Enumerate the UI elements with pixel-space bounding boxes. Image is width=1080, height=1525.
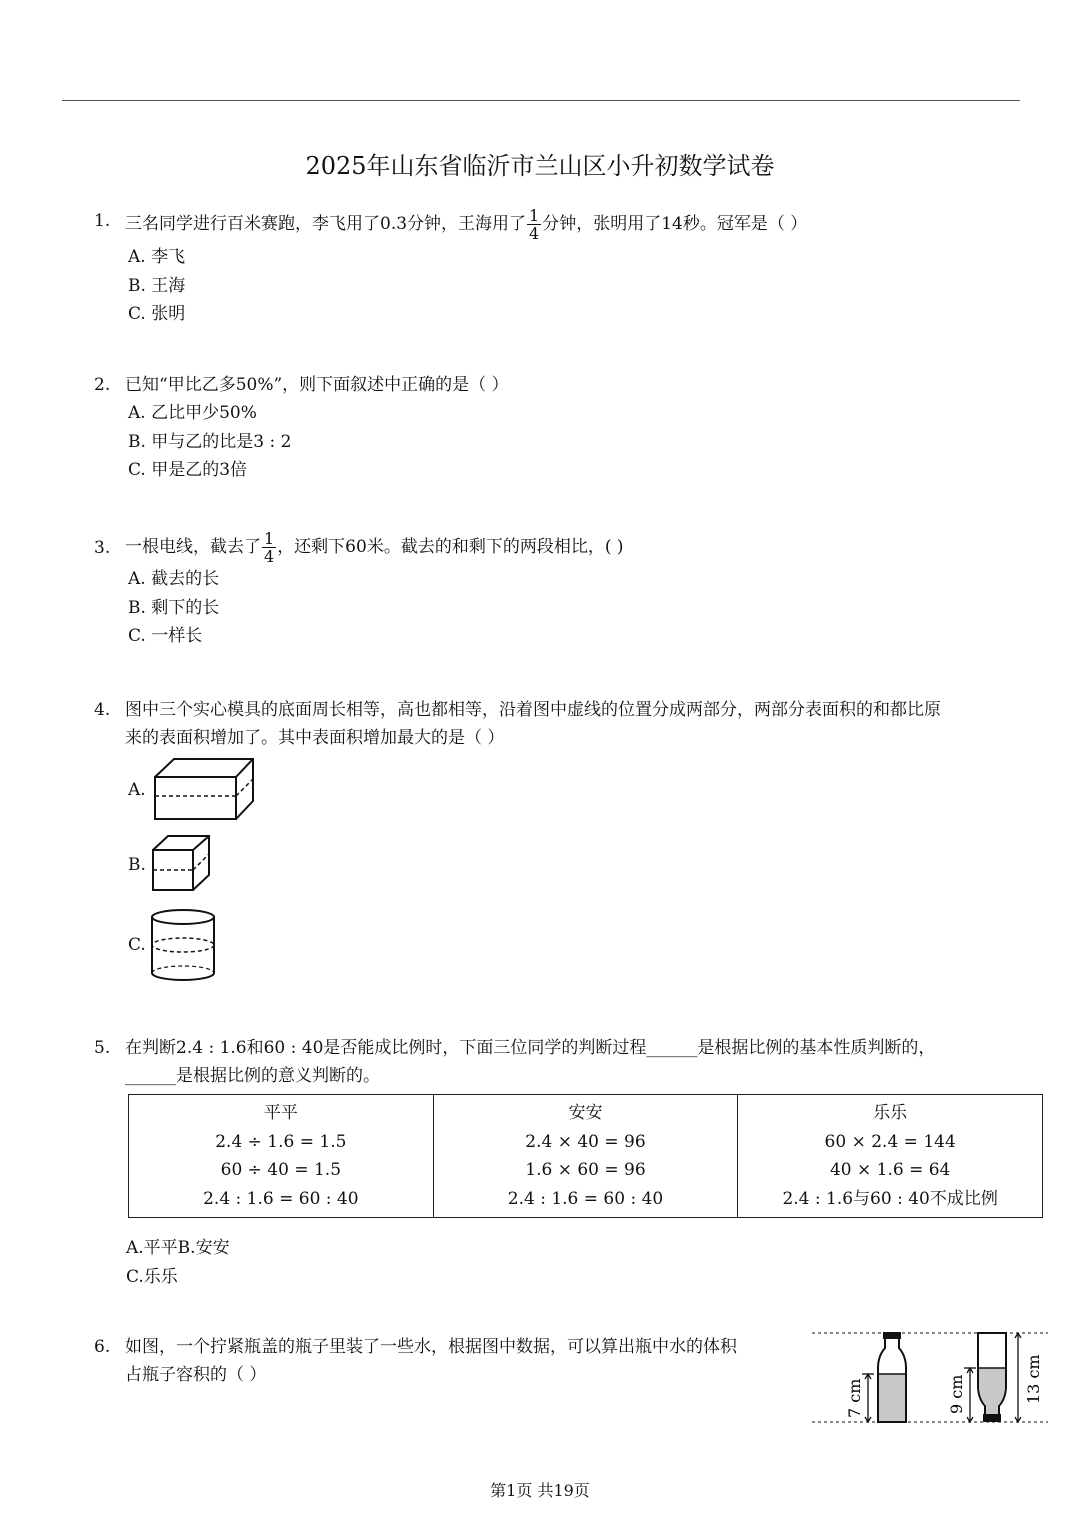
fraction: $\frac{1}{4}$ [529, 206, 540, 243]
question-stem-line: ______是根据比例的意义判断的。 [125, 1066, 380, 1086]
table-row [129, 1095, 1043, 1218]
question-number: 2. [94, 375, 111, 395]
label-7cm: 7 cm [845, 1378, 864, 1418]
question-1 [94, 207, 807, 329]
question-stem-line: 图中三个实心模具的底面周长相等，高也都相等，沿着图中虚线的位置分成两部分，两部分表面积的和都比原 [125, 700, 941, 720]
option-c[interactable]: C. 张明 [128, 304, 186, 324]
option-c[interactable]: C.乐乐 [126, 1266, 178, 1287]
option-c[interactable]: C. [128, 935, 146, 955]
header-rule [62, 100, 1020, 101]
question-3 [94, 530, 624, 651]
option-a[interactable]: A. 李飞 [128, 247, 186, 267]
option-a[interactable]: A. 截去的长 [128, 569, 220, 589]
cube-figure [148, 833, 216, 893]
question-stem: 一根电线，截去了 $\frac{1}{4}$ ，还剩下60米。截去的和剩下的两段相比，( ) [125, 529, 624, 566]
option-b[interactable]: B. [128, 855, 146, 875]
question-2 [94, 371, 509, 485]
question-6 [94, 1333, 737, 1389]
question-5 [94, 1034, 1054, 1090]
question-stem-line: 在判断2.4 : 1.6和60 : 40是否能成比例时，下面三位同学的判断过程______是根据比例的基本性质判断的， [125, 1038, 936, 1058]
question-stem: 三名同学进行百米赛跑，李飞用了0.3分钟，王海用了 $\frac{1}{4}$ 分钟，张明用了14秒。冠军是（ ） [125, 206, 808, 243]
label-13cm: 13 cm [1024, 1354, 1043, 1404]
judgment-table [128, 1094, 1043, 1218]
question-stem: 已知“甲比乙多50%”，则下面叙述中正确的是（ ） [125, 375, 509, 395]
option-b[interactable]: B. 剩下的长 [128, 597, 220, 618]
option-a[interactable]: A. 乙比甲少50% [128, 403, 257, 423]
question-stem-line: 占瓶子容积的（ ） [125, 1365, 267, 1385]
table-cell-lele: 乐乐 60 × 2.4 = 144 40 × 1.6 = 64 2.4 : 1.6与60 : 40不成比例 [738, 1095, 1043, 1218]
table-cell-pingping: 平平 2.4 ÷ 1.6 = 1.5 60 ÷ 40 = 1.5 2.4 : 1.6 = 60 : 40 [129, 1095, 434, 1218]
option-b[interactable]: B. 王海 [128, 275, 186, 296]
option-c[interactable]: C. 甲是乙的3倍 [128, 460, 248, 480]
question-4 [94, 696, 1044, 752]
question-number: 1. [94, 211, 111, 231]
option-c[interactable]: C. 一样长 [128, 626, 203, 646]
page-footer: 第1页 共19页 [490, 1481, 590, 1500]
option-ab[interactable]: A.平平B.安安 [126, 1238, 230, 1258]
question-number: 6. [94, 1337, 111, 1357]
cylinder-figure [148, 905, 220, 985]
question-stem-line: 如图，一个拧紧瓶盖的瓶子里装了一些水，根据图中数据，可以算出瓶中水的体积 [125, 1337, 737, 1357]
table-cell-anan: 安安 2.4 × 40 = 96 1.6 × 60 = 96 2.4 : 1.6 = 60 : 40 [433, 1095, 738, 1218]
label-9cm: 9 cm [947, 1374, 966, 1414]
question-number: 5. [94, 1038, 111, 1058]
q5-options [126, 1234, 230, 1291]
fraction: $\frac{1}{4}$ [264, 529, 275, 566]
option-a[interactable]: A. [128, 780, 146, 800]
page-title: 2025年山东省临沂市兰山区小升初数学试卷 [305, 152, 775, 180]
bottle-figure [812, 1326, 1052, 1430]
option-b[interactable]: B. 甲与乙的比是3 : 2 [128, 431, 292, 452]
question-stem-line: 来的表面积增加了。其中表面积增加最大的是（ ） [125, 728, 505, 748]
question-number: 3. [94, 538, 111, 558]
rectangular-prism-figure [150, 755, 260, 825]
question-number: 4. [94, 700, 111, 720]
